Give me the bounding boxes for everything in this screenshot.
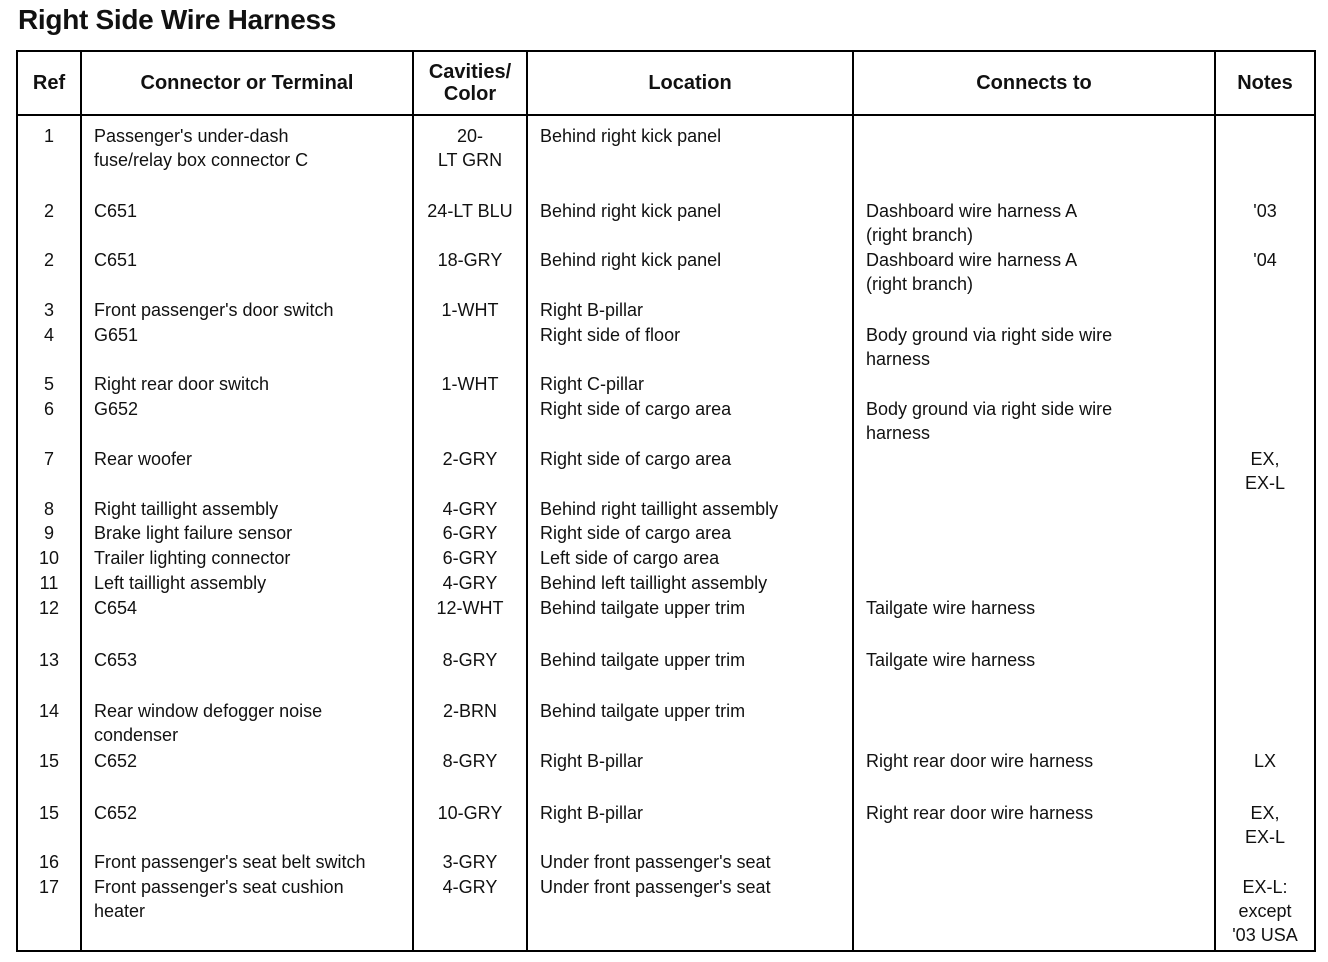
cell-notes (1215, 323, 1315, 373)
cell-location: Right B-pillar (527, 749, 853, 801)
cell-notes: LX (1215, 749, 1315, 801)
cell-location: Under front passenger's seat (527, 850, 853, 875)
cell-cavities: 4-GRY (413, 571, 527, 596)
table-row (17, 323, 1315, 373)
cell-notes: EX, EX-L (1215, 447, 1315, 497)
cell-notes (1215, 596, 1315, 648)
table-row (17, 497, 1315, 522)
cell-cavities: 8-GRY (413, 749, 527, 801)
cell-connector: Brake light failure sensor (81, 521, 413, 546)
cell-location: Behind tailgate upper trim (527, 648, 853, 700)
table-row (17, 699, 1315, 749)
table-row (17, 397, 1315, 447)
cell-connector: Rear window defogger noise condenser (81, 699, 413, 749)
cell-cavities: 1-WHT (413, 298, 527, 323)
cell-cavities (413, 397, 527, 447)
cell-location: Behind right taillight assembly (527, 497, 853, 522)
cell-connector: Rear woofer (81, 447, 413, 497)
cell-ref: 8 (17, 497, 81, 522)
cell-location: Under front passenger's seat (527, 875, 853, 950)
cell-notes (1215, 850, 1315, 875)
cell-connects-to (853, 372, 1215, 397)
page-title: Right Side Wire Harness (18, 4, 337, 35)
cell-connector: Left taillight assembly (81, 571, 413, 596)
header-connects-to: Connects to (853, 51, 1215, 115)
cell-connects-to: Dashboard wire harness A (right branch) (853, 248, 1215, 298)
cell-connects-to: Right rear door wire harness (853, 749, 1215, 801)
cell-connector: C652 (81, 801, 413, 851)
cell-connector: C653 (81, 648, 413, 700)
cell-notes: EX, EX-L (1215, 801, 1315, 851)
table-row (17, 749, 1315, 801)
cell-connector: G652 (81, 397, 413, 447)
cell-location: Behind tailgate upper trim (527, 596, 853, 648)
table-row (17, 248, 1315, 298)
cell-ref: 2 (17, 199, 81, 249)
cell-notes (1215, 546, 1315, 571)
header-connector: Connector or Terminal (81, 51, 413, 115)
cell-connector: Passenger's under-dash fuse/relay box connector C (81, 124, 413, 199)
cell-location: Right C-pillar (527, 372, 853, 397)
cell-ref: 1 (17, 124, 81, 199)
cell-cavities: 4-GRY (413, 875, 527, 950)
cell-ref: 6 (17, 397, 81, 447)
cell-cavities: 2-BRN (413, 699, 527, 749)
cell-cavities: 3-GRY (413, 850, 527, 875)
cell-connects-to (853, 546, 1215, 571)
cell-connects-to (853, 699, 1215, 749)
cell-cavities: 6-GRY (413, 521, 527, 546)
table-row (17, 298, 1315, 323)
cell-location: Behind left taillight assembly (527, 571, 853, 596)
cell-connector: Trailer lighting connector (81, 546, 413, 571)
cell-location: Behind right kick panel (527, 248, 853, 298)
cell-ref: 15 (17, 801, 81, 851)
cell-connector: G651 (81, 323, 413, 373)
cell-location: Left side of cargo area (527, 546, 853, 571)
cell-ref: 10 (17, 546, 81, 571)
cell-connects-to (853, 497, 1215, 522)
cell-cavities: 24-LT BLU (413, 199, 527, 249)
cell-ref: 11 (17, 571, 81, 596)
cell-connects-to (853, 124, 1215, 199)
cell-connects-to (853, 850, 1215, 875)
cell-notes: '04 (1215, 248, 1315, 298)
cell-cavities: 6-GRY (413, 546, 527, 571)
cell-notes (1215, 372, 1315, 397)
cell-connects-to: Tailgate wire harness (853, 648, 1215, 700)
table-header-row (17, 51, 1315, 115)
cell-connector: Right taillight assembly (81, 497, 413, 522)
table-row (17, 447, 1315, 497)
cell-cavities: 2-GRY (413, 447, 527, 497)
cell-connector: C651 (81, 199, 413, 249)
table-body (17, 115, 1315, 951)
cell-cavities (413, 323, 527, 373)
cell-location: Right B-pillar (527, 801, 853, 851)
header-location: Location (527, 51, 853, 115)
table-row (17, 596, 1315, 648)
cell-notes: '03 (1215, 199, 1315, 249)
cell-connects-to (853, 447, 1215, 497)
cell-ref: 5 (17, 372, 81, 397)
cell-connects-to: Right rear door wire harness (853, 801, 1215, 851)
cell-connector: C651 (81, 248, 413, 298)
cell-notes (1215, 648, 1315, 700)
cell-ref: 7 (17, 447, 81, 497)
cell-ref: 17 (17, 875, 81, 950)
cell-cavities: 4-GRY (413, 497, 527, 522)
header-ref: Ref (17, 51, 81, 115)
wire-harness-table (16, 50, 1316, 952)
table-row (17, 124, 1315, 199)
cell-location: Behind right kick panel (527, 124, 853, 199)
cell-notes (1215, 298, 1315, 323)
cell-location: Right B-pillar (527, 298, 853, 323)
cell-location: Right side of cargo area (527, 447, 853, 497)
table-row (17, 199, 1315, 249)
header-notes: Notes (1215, 51, 1315, 115)
cell-ref: 4 (17, 323, 81, 373)
header-cavities: Cavities/ Color (413, 51, 527, 115)
cell-ref: 15 (17, 749, 81, 801)
cell-ref: 2 (17, 248, 81, 298)
cell-notes (1215, 571, 1315, 596)
cell-connects-to: Tailgate wire harness (853, 596, 1215, 648)
table-row (17, 521, 1315, 546)
cell-connector: Front passenger's door switch (81, 298, 413, 323)
cell-connector: Front passenger's seat cushion heater (81, 875, 413, 950)
cell-connector: Right rear door switch (81, 372, 413, 397)
cell-notes (1215, 397, 1315, 447)
cell-ref: 9 (17, 521, 81, 546)
cell-location: Right side of cargo area (527, 397, 853, 447)
table-row (17, 571, 1315, 596)
cell-notes (1215, 521, 1315, 546)
cell-ref: 16 (17, 850, 81, 875)
table-row (17, 850, 1315, 875)
cell-ref: 12 (17, 596, 81, 648)
cell-location: Right side of cargo area (527, 521, 853, 546)
table-row (17, 648, 1315, 700)
cell-ref: 14 (17, 699, 81, 749)
cell-notes (1215, 124, 1315, 199)
table-row (17, 875, 1315, 950)
cell-connects-to (853, 298, 1215, 323)
cell-cavities: 18-GRY (413, 248, 527, 298)
cell-connects-to: Body ground via right side wire harness (853, 397, 1215, 447)
cell-cavities: 12-WHT (413, 596, 527, 648)
cell-connector: Front passenger's seat belt switch (81, 850, 413, 875)
cell-ref: 13 (17, 648, 81, 700)
cell-cavities: 1-WHT (413, 372, 527, 397)
table-row (17, 801, 1315, 851)
cell-ref: 3 (17, 298, 81, 323)
cell-location: Right side of floor (527, 323, 853, 373)
cell-connects-to (853, 521, 1215, 546)
cell-connector: C654 (81, 596, 413, 648)
cell-notes (1215, 497, 1315, 522)
cell-connects-to: Body ground via right side wire harness (853, 323, 1215, 373)
cell-connects-to (853, 571, 1215, 596)
cell-cavities: 10-GRY (413, 801, 527, 851)
cell-cavities: 20- LT GRN (413, 124, 527, 199)
table-row (17, 546, 1315, 571)
cell-connects-to: Dashboard wire harness A (right branch) (853, 199, 1215, 249)
cell-location: Behind right kick panel (527, 199, 853, 249)
cell-notes: EX-L: except '03 USA (1215, 875, 1315, 950)
cell-location: Behind tailgate upper trim (527, 699, 853, 749)
cell-cavities: 8-GRY (413, 648, 527, 700)
cell-notes (1215, 699, 1315, 749)
cell-connector: C652 (81, 749, 413, 801)
table-row (17, 372, 1315, 397)
cell-connects-to (853, 875, 1215, 950)
